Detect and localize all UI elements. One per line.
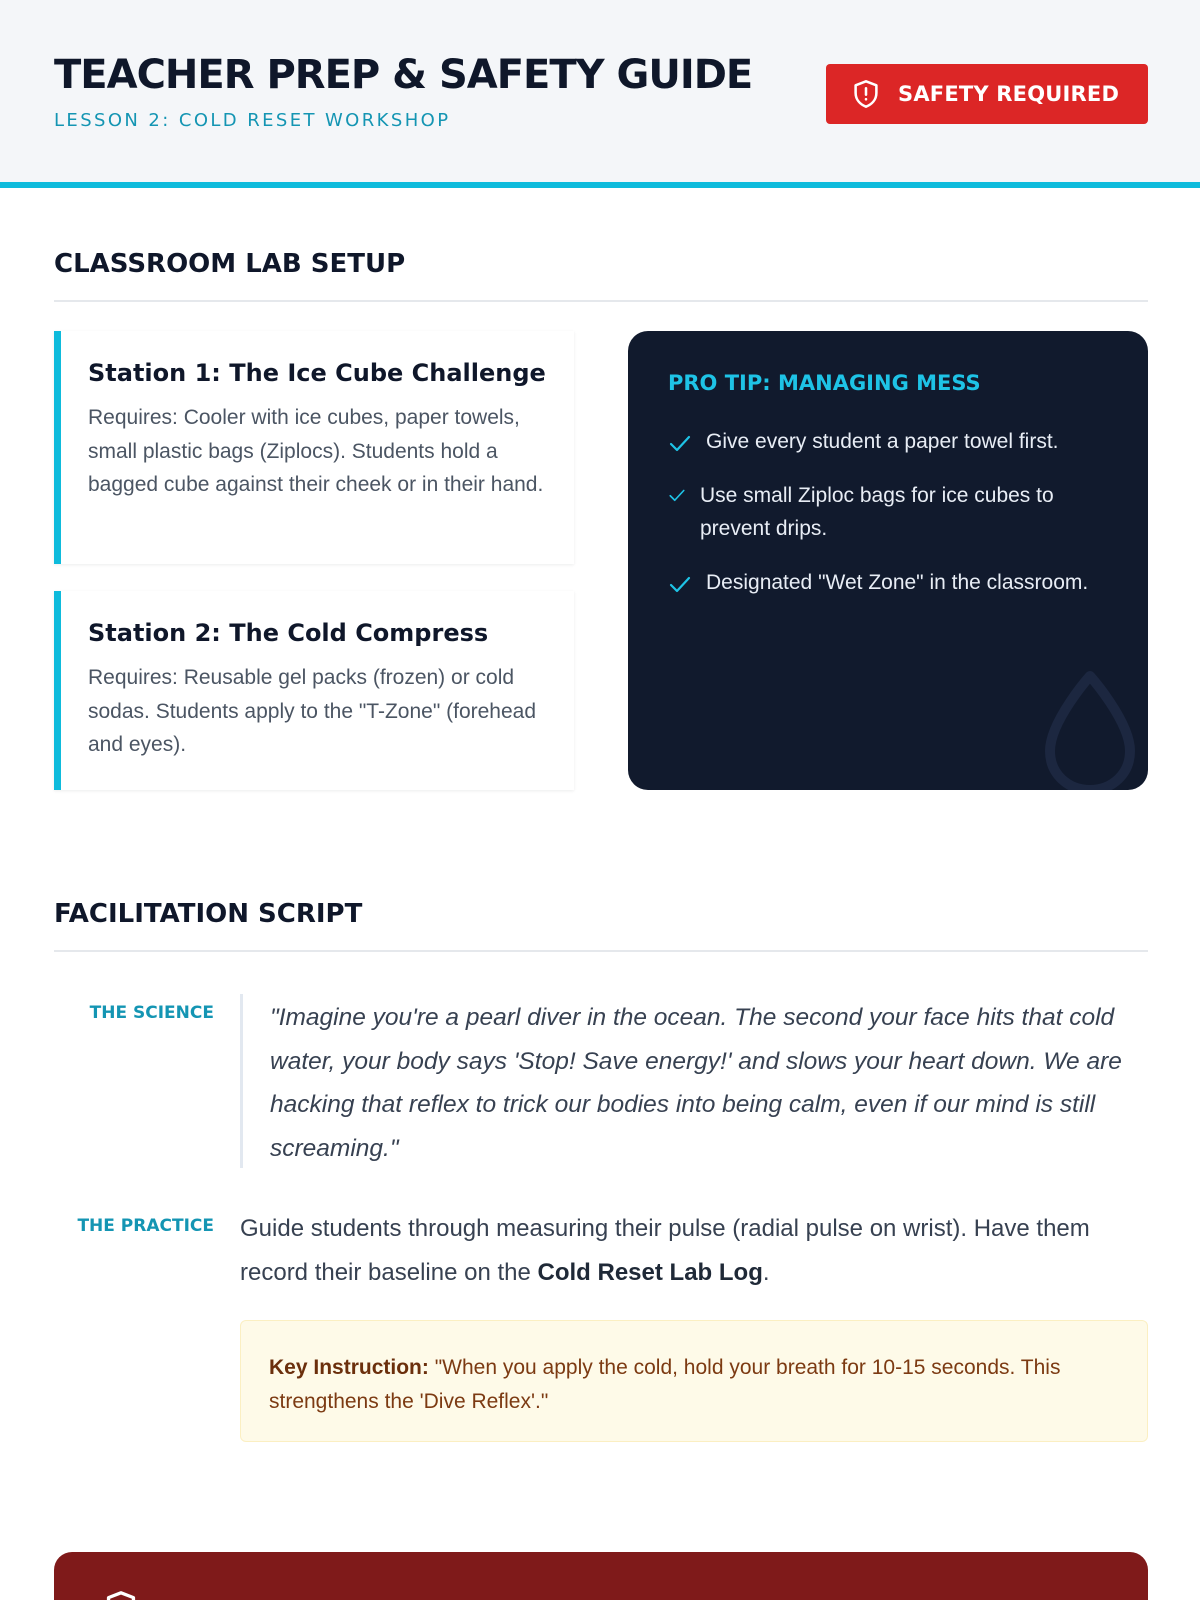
page-subtitle: LESSON 2: COLD RESET WORKSHOP <box>54 110 451 131</box>
checkmark-icon <box>668 487 686 503</box>
practice-text-body: Guide students through measuring their pulse (radial pulse on wrist). Have them record their baseline on the <box>240 1215 1090 1286</box>
tip-list-item <box>668 479 1108 546</box>
page-header <box>0 0 1200 188</box>
station-card-1 <box>54 331 574 564</box>
lab-setup-heading: CLASSROOM LAB SETUP <box>54 249 406 279</box>
station-title: Station 2: The Cold Compress <box>88 619 489 647</box>
station-description: Requires: Cooler with ice cubes, paper towels, small plastic bags (Ziplocs). Students hold a bagged cube against their cheek or in their hand. <box>88 406 544 496</box>
lab-log-name: Cold Reset Lab Log <box>537 1258 763 1286</box>
shield-icon <box>104 1590 138 1600</box>
key-instruction-text: "When you apply the cold, hold your breath for 10-15 seconds. This strengthens the 'Dive Reflex'." <box>269 1356 1061 1413</box>
practice-label: THE PRACTICE <box>77 1216 214 1236</box>
shield-alert-icon <box>852 79 880 109</box>
safety-required-badge <box>826 64 1148 124</box>
practice-text-end: . <box>762 1258 770 1286</box>
section-divider <box>54 950 1148 952</box>
safety-warning-panel <box>54 1552 1148 1600</box>
tip-list-item <box>668 425 1108 459</box>
pro-tip-title: PRO TIP: MANAGING MESS <box>668 371 981 395</box>
checkmark-icon <box>668 574 692 594</box>
science-quote: "Imagine you're a pearl diver in the ocean. The second your face hits that cold water, your body says 'Stop! Save energy!' and slows your heart down. We are hacking that reflex to trick our bodies into being calm, even if our mind is still screaming." <box>270 1004 1122 1162</box>
key-instruction-label: Key Instruction: <box>269 1356 429 1379</box>
tip-text: Give every student a paper towel first. <box>706 430 1059 453</box>
water-drop-icon <box>1028 666 1148 790</box>
page-title: TEACHER PREP & SAFETY GUIDE <box>54 52 753 98</box>
key-instruction-box <box>240 1320 1148 1442</box>
station-description: Requires: Reusable gel packs (frozen) or cold sodas. Students apply to the "T-Zone" (forehead and eyes). <box>88 666 537 756</box>
pro-tip-panel <box>628 331 1148 790</box>
station-card-2 <box>54 591 574 790</box>
practice-text <box>240 1207 1150 1294</box>
tip-text: Use small Ziploc bags for ice cubes to prevent drips. <box>700 483 1054 540</box>
tip-text: Designated "Wet Zone" in the classroom. <box>706 570 1089 594</box>
station-title: Station 1: The Ice Cube Challenge <box>88 359 546 387</box>
section-divider <box>54 300 1148 302</box>
science-label: THE SCIENCE <box>89 1003 214 1023</box>
tip-list-item <box>668 566 1108 600</box>
safety-badge-label: SAFETY REQUIRED <box>898 82 1120 106</box>
facilitation-script-heading: FACILITATION SCRIPT <box>54 899 363 929</box>
quote-bar <box>240 994 243 1168</box>
checkmark-icon <box>668 433 692 453</box>
